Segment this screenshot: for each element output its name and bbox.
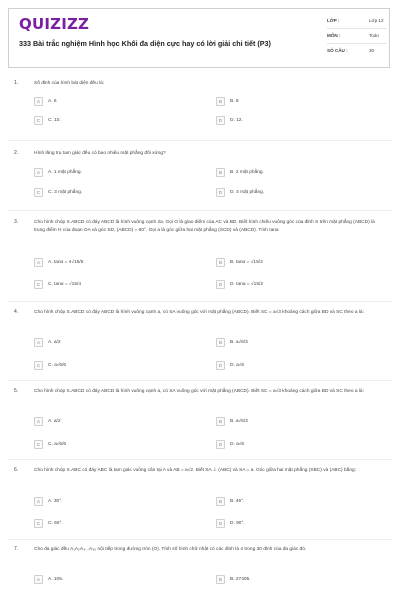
option-b[interactable] bbox=[216, 97, 371, 107]
option-a[interactable] bbox=[34, 97, 189, 107]
meta-value: Toán bbox=[369, 33, 379, 38]
option-text: D. 90°. bbox=[230, 521, 245, 526]
question-number: 4. bbox=[14, 309, 19, 315]
question-number: 3. bbox=[14, 219, 19, 225]
option-text: D. 12. bbox=[230, 118, 243, 123]
option-letter-box: A bbox=[34, 168, 43, 177]
option-a[interactable] bbox=[34, 258, 189, 268]
option-letter-box: D bbox=[216, 519, 225, 528]
question-number: 2. bbox=[14, 150, 19, 156]
option-text: C. 10. bbox=[48, 118, 61, 123]
question-number: 6. bbox=[14, 467, 19, 473]
option-letter-box: D bbox=[216, 116, 225, 125]
option-b[interactable] bbox=[216, 338, 371, 348]
option-letter-box: D bbox=[216, 280, 225, 289]
option-d[interactable] bbox=[216, 116, 371, 126]
option-text: D. a√6 bbox=[230, 363, 245, 368]
question-text: Cho hình chóp S.ABCD có đáy ABCD là hình vuông cạnh 2a. Gọi O là giao điểm của AC và BD. Biết hình chiếu vuông góc của đỉnh S trên mặt phẳng (ABCD) là trung điểm H của đoạn OA và góc SD, (ABCD) = 60°. Gọi a là góc giữa hai mặt phẳng (SCD) và (ABCD). Tính tana bbox=[34, 220, 375, 233]
option-text: A. 105. bbox=[48, 577, 64, 582]
question-divider bbox=[8, 210, 392, 211]
option-c[interactable] bbox=[34, 440, 189, 450]
meta-value: 30 bbox=[369, 48, 375, 53]
document-title: 333 Bài trắc nghiệm Hình học Khối đa diện cực hay có lời giải chi tiết (P3) bbox=[19, 39, 271, 48]
option-text: C. a√6/6 bbox=[48, 363, 67, 368]
document-meta bbox=[327, 14, 387, 58]
option-letter-box: A bbox=[34, 417, 43, 426]
option-text: C. tanα = √15/4 bbox=[48, 282, 82, 287]
option-c[interactable] bbox=[34, 188, 189, 198]
option-letter-box: C bbox=[34, 519, 43, 528]
option-letter-box: C bbox=[34, 280, 43, 289]
question-divider bbox=[8, 539, 392, 540]
option-letter-box: B bbox=[216, 97, 225, 106]
option-text: B. 8 bbox=[230, 99, 239, 104]
option-text: B. tanα = √15/3 bbox=[230, 260, 263, 265]
meta-row-count bbox=[327, 44, 387, 58]
option-letter-box: D bbox=[216, 188, 225, 197]
option-c[interactable] bbox=[34, 361, 189, 371]
option-letter-box: C bbox=[34, 361, 43, 370]
option-letter-box: B bbox=[216, 417, 225, 426]
option-b[interactable] bbox=[216, 417, 371, 427]
option-text: B. a√6/3 bbox=[230, 419, 248, 424]
option-text: C. 60°. bbox=[48, 521, 63, 526]
option-text: C. a√6/6 bbox=[48, 442, 67, 447]
option-letter-box: C bbox=[34, 440, 43, 449]
option-letter-box: B bbox=[216, 168, 225, 177]
option-a[interactable] bbox=[34, 338, 189, 348]
quizizz-logo: QUIZIZZ bbox=[19, 15, 90, 33]
option-letter-box: B bbox=[216, 338, 225, 347]
question-number: 7. bbox=[14, 546, 19, 552]
option-d[interactable] bbox=[216, 519, 371, 529]
option-b[interactable] bbox=[216, 168, 371, 178]
meta-row-class bbox=[327, 14, 387, 29]
option-text: D. a√6 bbox=[230, 442, 245, 447]
option-letter-box: C bbox=[34, 188, 43, 197]
meta-row-subject bbox=[327, 29, 387, 44]
option-text: A. a/2 bbox=[48, 340, 61, 345]
option-letter-box: A bbox=[34, 338, 43, 347]
option-d[interactable] bbox=[216, 361, 371, 371]
option-d[interactable] bbox=[216, 188, 371, 198]
meta-label: LỚP : bbox=[327, 18, 340, 23]
option-c[interactable] bbox=[34, 519, 189, 529]
option-a[interactable] bbox=[34, 417, 189, 427]
option-text: A. a/2 bbox=[48, 419, 61, 424]
option-text: D. tanα = √15/2 bbox=[230, 282, 264, 287]
option-letter-box: D bbox=[216, 440, 225, 449]
question-divider bbox=[8, 140, 392, 141]
option-b[interactable] bbox=[216, 575, 371, 585]
option-text: A. 6 bbox=[48, 99, 57, 104]
option-c[interactable] bbox=[34, 280, 189, 290]
question-number: 5. bbox=[14, 388, 19, 394]
option-a[interactable] bbox=[34, 168, 189, 178]
option-text: A. 30°. bbox=[48, 499, 63, 504]
option-letter-box: B bbox=[216, 497, 225, 506]
option-c[interactable] bbox=[34, 116, 189, 126]
option-d[interactable] bbox=[216, 280, 371, 290]
option-text: A. tanα = 4√15/5 bbox=[48, 260, 84, 265]
question-text: Cho hình chóp S.ABCD có đáy ABCD là hình vuông cạnh a, có SA vuông góc với mặt phẳng (ABCD). Biết SC = a√3 khoảng cách giữa BD và SC theo a là: bbox=[34, 310, 364, 315]
option-text: D. 4 mặt phẳng. bbox=[230, 190, 265, 195]
option-letter-box: A bbox=[34, 258, 43, 267]
option-text: B. 2 mặt phẳng. bbox=[230, 170, 264, 175]
option-text: B. a√6/3 bbox=[230, 340, 248, 345]
option-letter-box: A bbox=[34, 97, 43, 106]
meta-value: Lớp 12 bbox=[369, 18, 384, 23]
option-b[interactable] bbox=[216, 258, 371, 268]
option-d[interactable] bbox=[216, 440, 371, 450]
option-letter-box: A bbox=[34, 575, 43, 584]
option-text: B. 27405. bbox=[230, 577, 251, 582]
option-letter-box: C bbox=[34, 116, 43, 125]
option-a[interactable] bbox=[34, 497, 189, 507]
document-header bbox=[8, 8, 390, 68]
question-text: Cho hình chóp S.ABCD có đáy ABCD là hình vuông cạnh a, có SA vuông góc với mặt phẳng (ABCD). Biết SC = a√3 khoảng cách giữa BD và SC theo a là: bbox=[34, 389, 364, 394]
question-divider bbox=[8, 459, 392, 460]
meta-label: SỐ CÂU : bbox=[327, 48, 348, 53]
option-letter-box: B bbox=[216, 258, 225, 267]
meta-label: MÔN : bbox=[327, 33, 341, 38]
question-text: Số đỉnh của hình bát diện đều là: bbox=[34, 81, 105, 86]
question-number: 1. bbox=[14, 80, 19, 86]
option-text: B. 45°. bbox=[230, 499, 245, 504]
question-divider bbox=[8, 380, 392, 381]
option-a[interactable] bbox=[34, 575, 189, 585]
option-letter-box: A bbox=[34, 497, 43, 506]
question-text: Cho đa giác đều A₁A₂A₃...A₃₀ nội tiếp trong đường tròn (O). Tính số hình chữ nhật có các đỉnh là 4 trong 30 đỉnh của đa giác đó. bbox=[34, 547, 307, 552]
option-letter-box: B bbox=[216, 575, 225, 584]
option-letter-box: D bbox=[216, 361, 225, 370]
question-text: Cho hình chóp S.ABC có đáy ABC là tam giác vuông cân tại A và AB = a√2. Biết SA ⊥ (ABC) và SA = a. Góc giữa hai mặt phẳng (SBC) và (ABC) bằng: bbox=[34, 468, 356, 473]
question-divider bbox=[8, 301, 392, 302]
option-b[interactable] bbox=[216, 497, 371, 507]
question-text: Hình lăng trụ tam giác đều có bao nhiêu mặt phẳng đối xứng? bbox=[34, 151, 166, 156]
option-text: C. 3 mặt phẳng. bbox=[48, 190, 83, 195]
option-text: A. 1 mặt phẳng. bbox=[48, 170, 82, 175]
